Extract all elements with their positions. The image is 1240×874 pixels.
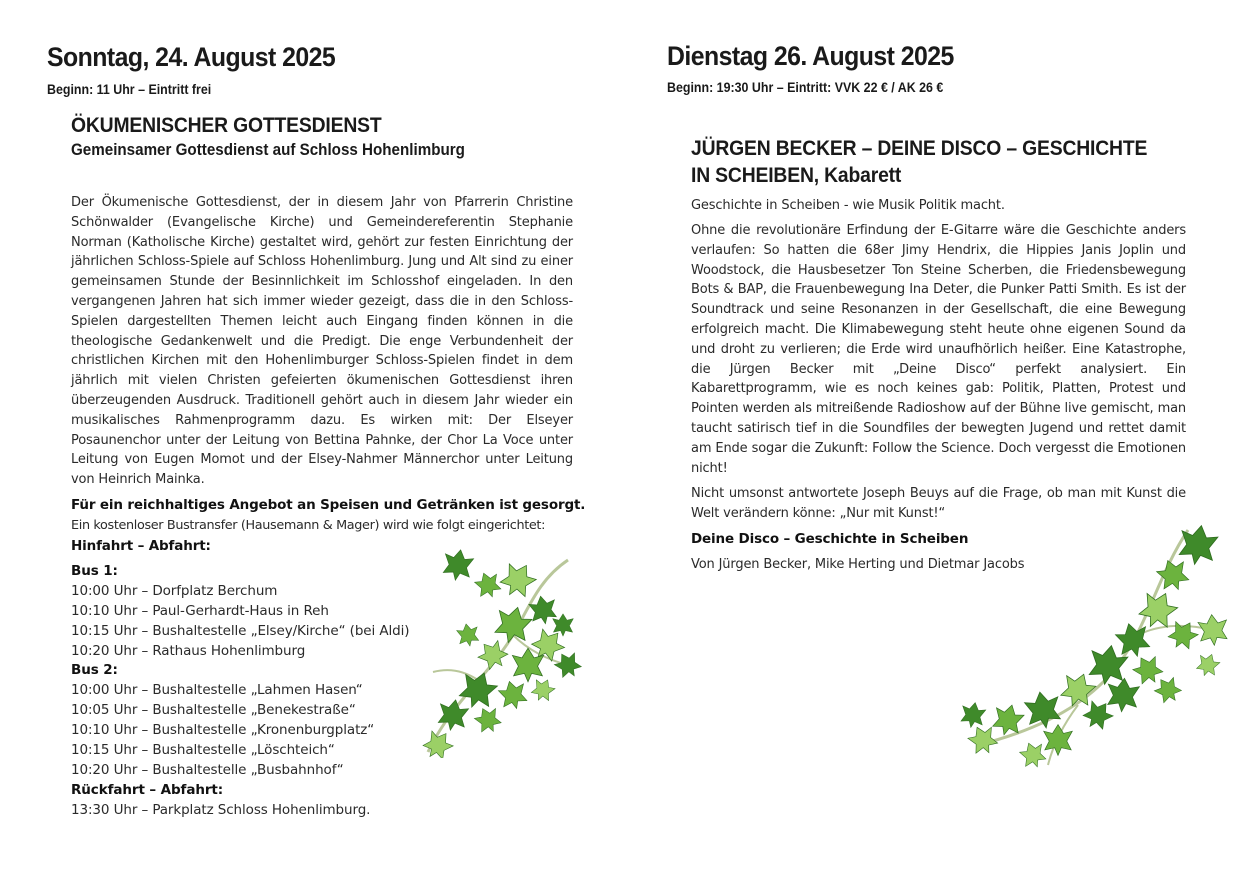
- ivy-leaf-icon: [1197, 613, 1228, 646]
- left-date-title: Sonntag, 24. August 2025: [47, 42, 336, 72]
- outbound-heading: Hinfahrt – Abfahrt:: [71, 538, 211, 554]
- ivy-leaf-icon: [497, 678, 529, 712]
- schedule-stop: 10:15 Uhr – Bushaltestelle „Löschteich“: [71, 742, 335, 759]
- ivy-leaf-icon: [1154, 556, 1191, 595]
- left-date-subtitle: Beginn: 11 Uhr – Eintritt frei: [47, 82, 212, 97]
- bus-transfer-note: Ein kostenloser Bustransfer (Hausemann & Mager) wird wie folgt eingerichtet:: [71, 518, 546, 533]
- food-note: Für ein reichhaltiges Angebot an Speisen und Getränken ist gesorgt.: [71, 497, 586, 513]
- schedule-heading: Rückfahrt – Abfahrt:: [71, 781, 224, 798]
- ivy-leaf-icon: [552, 648, 583, 682]
- ivy-leaf-icon: [1018, 739, 1049, 771]
- left-event-title: ÖKUMENISCHER GOTTESDIENST: [71, 113, 382, 137]
- ivy-leaf-icon: [472, 704, 504, 737]
- right-event-description: Ohne die revolutionäre Erfindung der E-Gitarre wäre die Geschichte anders verlaufen: So hatten die 68er Jimy Hendrix, die Hippies Janis Joplin und Woodstock, die Hausbesetzer Ton Steine Scherben, die Friedensbewegung Bots & BAP, die Frauenbewegung Ina Deter, die Punker Patti Smith. Es ist der Soundtrack und seine Resonanzen in der Gesellschaft, die eine Bewegung erfolgreich macht. Die Klimabewegung steht heute ohne eigenen Sound da und droht zu verlieren; die Erde wird unaufhörlich heißer. Eine Katastrophe, die Jürgen Becker mit „Deine Disco“ perfekt analysiert. Ein Kabarettprogramm, wie es noch keines gab: Politik, Platten, Protest und Pointen werden als mitreißende Radioshow auf der Bühne live gemischt, man taucht satirisch tief in die Soundfiles der bewegten Jugend und rettet damit am Ende sogar die Zukunft: Follow the Science. Doch vergesst die Emotionen nicht!: [691, 223, 1186, 476]
- ivy-leaf-icon: [1023, 689, 1063, 731]
- schedule-heading: Bus 2:: [71, 662, 118, 679]
- ivy-leaf-icon: [1194, 651, 1221, 679]
- schedule-stop: 10:10 Uhr – Bushaltestelle „Kronenburgplatz“: [71, 722, 375, 739]
- bus-schedule: [71, 562, 409, 821]
- ivy-leaf-icon: [1165, 616, 1202, 653]
- ivy-leaf-icon: [473, 569, 504, 601]
- ivy-leaf-icon: [1151, 673, 1185, 707]
- ivy-leaf-icon: [529, 675, 557, 704]
- ivy-leaf-icon: [1044, 725, 1073, 756]
- left-event-description: Der Ökumenische Gottesdienst, der in diesem Jahr von Pfarrerin Christine Schönwalder (Evangelische Kirche) und Gemeindereferentin Stephanie Norman (Katholische Kirche) gestaltet wird, gehört zur festen Einrichtung der jährlichen Schloss-Spiele auf Schloss Hohenlimburg. Jung und Alt sind zu einer gemeinsamen Stunde der Besinnlichkeit im Schlosshof eingeladen. In den vergangenen Jahren hat sich immer wieder gezeigt, dass die in den Schloss-Spielen dargestellten Themen leicht auch Eingang finden können in die theologische Gedankenwelt und die Predigt. Die enge Verbundenheit der christlichen Kirchen mit den Hohenlimburger Schloss-Spielen findet in dem jährlich mit vielen Christen gefeierten ökumenischen Gottesdienst ihren überzeugenden Ausdruck. Traditionell gehört auch in diesem Jahr wieder ein musikalisches Rahmenprogramm dazu. Es wirken mit: Der Elseyer Posaunenchor unter der Leitung von Bettina Pahnke, der Chor La Voce unter Leitung von Eugen Momot und der Elsey-Nahmer Männerchor unter Leitung von Heinrich Mainka.: [71, 195, 573, 488]
- beuys-quote: Nicht umsonst antwortete Joseph Beuys auf die Frage, ob man mit Kunst die Welt verändern könne: „Nur mit Kunst!“: [691, 486, 1186, 521]
- schedule-stop: 13:30 Uhr – Parkplatz Schloss Hohenlimburg.: [71, 801, 371, 818]
- schedule-stop: 10:05 Uhr – Bushaltestelle „Benekestraße“: [71, 702, 356, 719]
- schedule-stop: 10:10 Uhr – Paul-Gerhardt-Haus in Reh: [71, 602, 329, 619]
- schedule-heading: Bus 1:: [71, 563, 118, 579]
- ivy-leaf-icon: [474, 636, 512, 674]
- ivy-leaf-icon: [1114, 620, 1153, 661]
- left-event-subtitle: Gemeinsamer Gottesdienst auf Schloss Hohenlimburg: [71, 141, 465, 159]
- ivy-leaf-icon: [959, 701, 986, 730]
- ivy-illustration-left: [418, 540, 583, 758]
- event-tagline: Geschichte in Scheiben - wie Musik Politik macht.: [691, 198, 1005, 213]
- right-date-title: Dienstag 26. August 2025: [667, 41, 954, 71]
- right-event-title: JÜRGEN BECKER – DEINE DISCO – GESCHICHTE IN SCHEIBEN, Kabarett: [691, 136, 1148, 187]
- ivy-leaf-icon: [1177, 523, 1220, 568]
- program-authors: Von Jürgen Becker, Mike Herting und Dietmar Jacobs: [691, 557, 1025, 572]
- schedule-stop: 10:20 Uhr – Rathaus Hohenlimburg: [71, 642, 306, 659]
- ivy-leaf-icon: [553, 614, 574, 636]
- ivy-leaf-icon: [456, 622, 480, 648]
- schedule-stop: 10:00 Uhr – Dorfplatz Berchum: [71, 582, 278, 599]
- ivy-leaf-icon: [441, 547, 475, 582]
- program-title: Deine Disco – Geschichte in Scheiben: [691, 531, 969, 547]
- schedule-stop: 10:00 Uhr – Bushaltestelle „Lahmen Hasen“: [71, 682, 363, 699]
- right-date-subtitle: Beginn: 19:30 Uhr – Eintritt: VVK 22 € / AK 26 €: [667, 80, 944, 95]
- ivy-leaf-icon: [456, 667, 500, 713]
- ivy-illustration-right: [958, 515, 1240, 777]
- schedule-stop: 10:20 Uhr – Bushaltestelle „Busbahnhof“: [71, 761, 344, 778]
- ivy-leaf-icon: [1106, 677, 1140, 713]
- schedule-stop: 10:15 Uhr – Bushaltestelle „Elsey/Kirche“ (bei Aldi): [71, 622, 410, 639]
